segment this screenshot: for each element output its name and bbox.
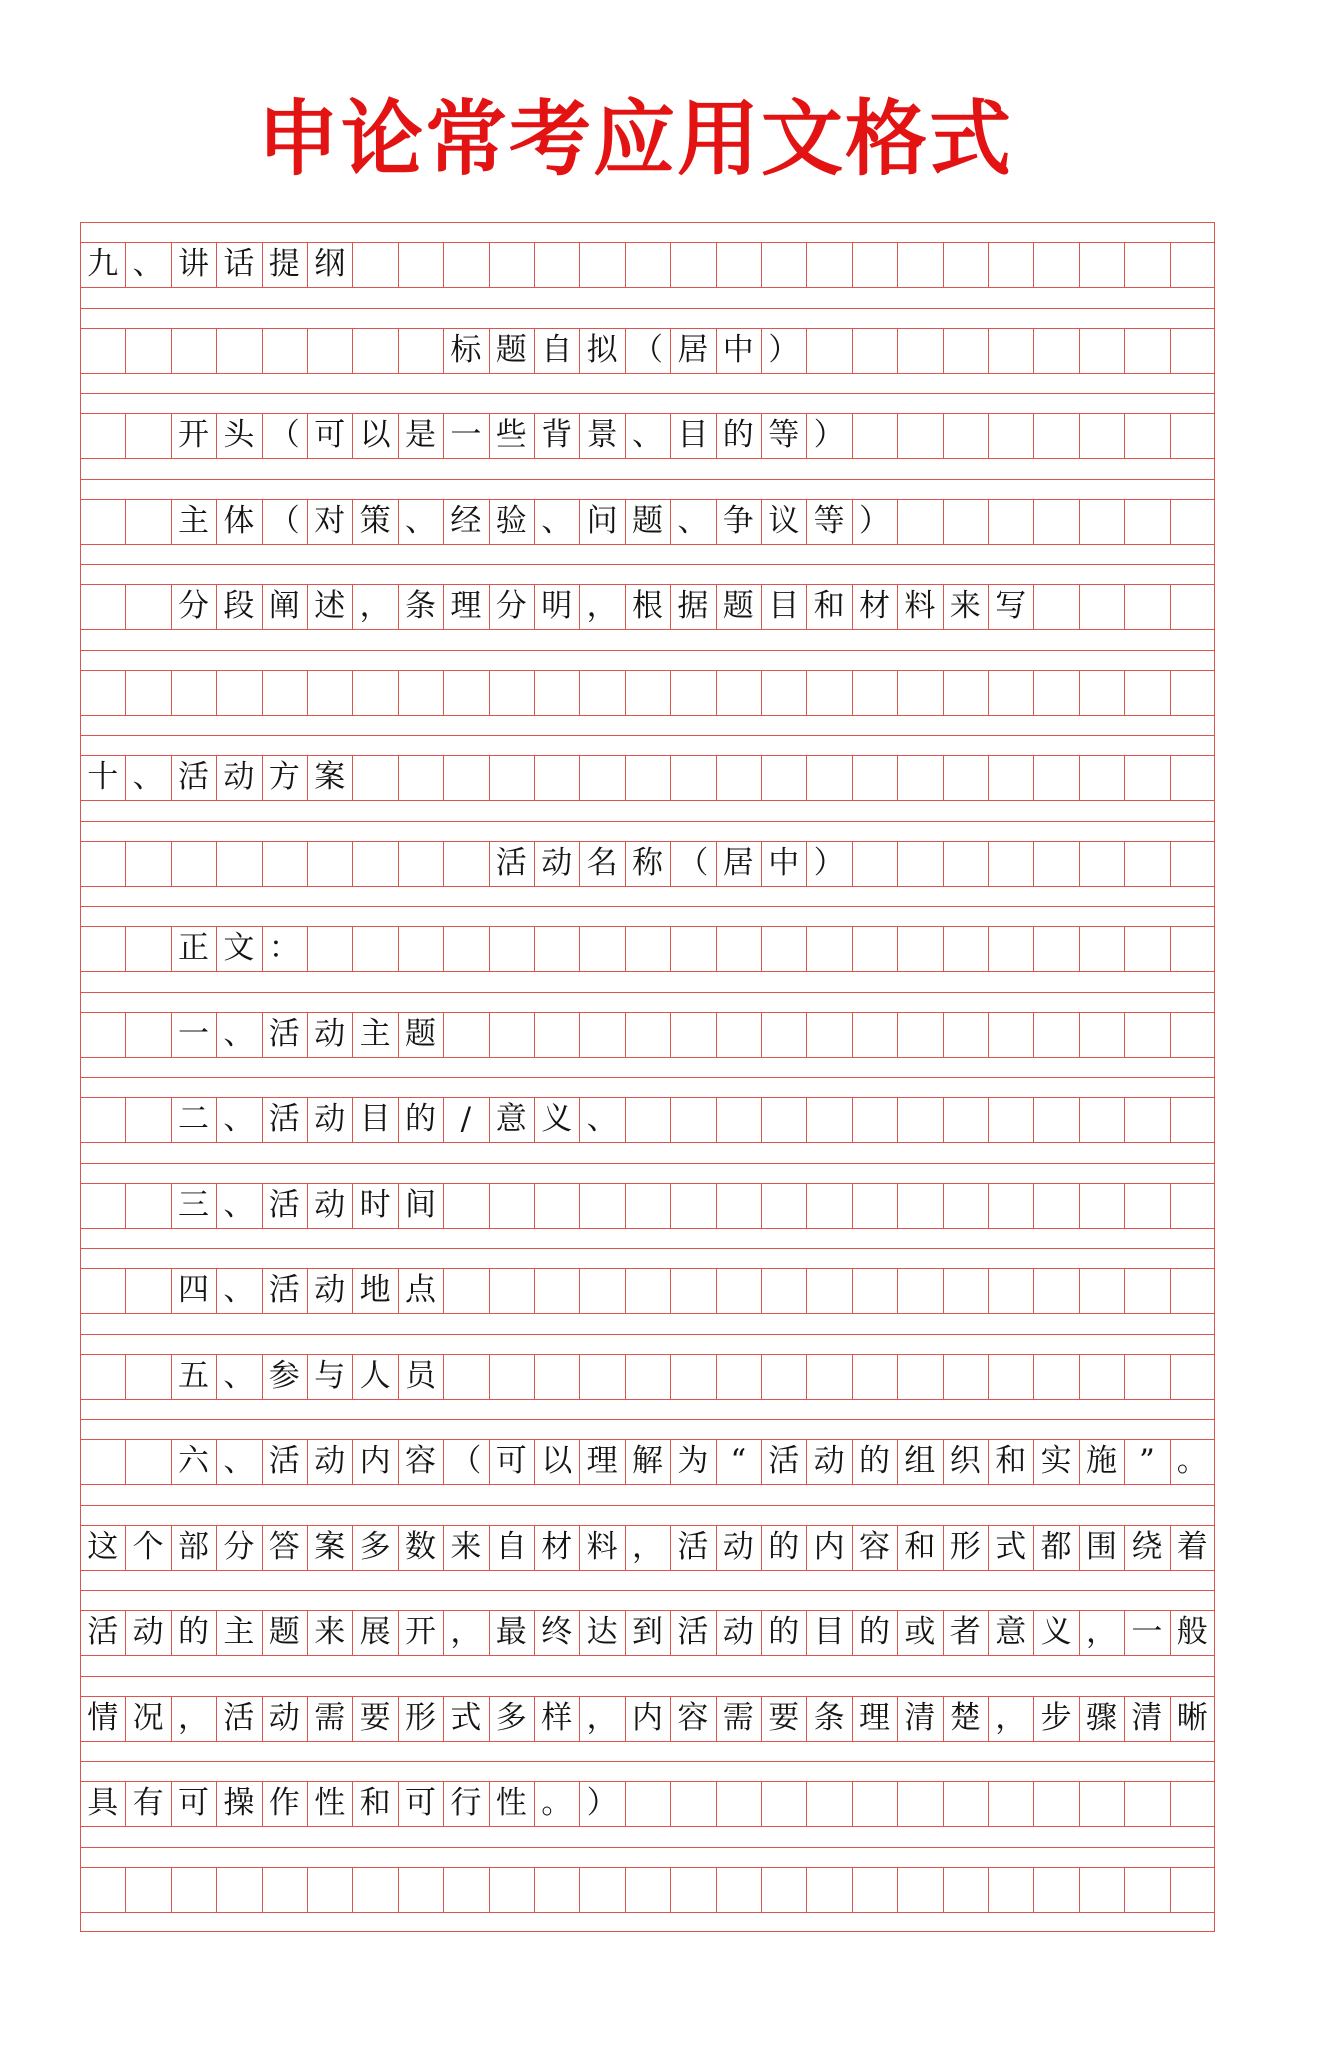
grid-char: ” [1138, 1443, 1155, 1479]
grid-char: 、 [223, 1272, 255, 1308]
grid-char: 阐 [268, 588, 300, 624]
grid-char: 动 [268, 1699, 300, 1736]
grid-char: / [460, 1101, 472, 1137]
grid-char: 着 [1176, 1528, 1208, 1565]
grid-char: 述 [314, 588, 346, 624]
grid-char: 九 [87, 246, 119, 282]
grid-char: 都 [1040, 1528, 1072, 1565]
grid-char: 据 [677, 588, 709, 624]
grid-char: 。 [1176, 1443, 1208, 1479]
grid-char: 十 [87, 759, 119, 795]
grid-char: 段 [223, 588, 255, 624]
grid-char: 目 [768, 588, 800, 624]
grid-char: 一 [1131, 1614, 1163, 1650]
manuscript-grid [80, 222, 1215, 1932]
grid-char: 人 [359, 1357, 391, 1394]
grid-char: 条 [404, 588, 436, 624]
grid-char: 题 [631, 502, 663, 539]
grid-char: 的 [404, 1101, 436, 1137]
page-title: 申论常考应用文格式 [256, 92, 1013, 187]
grid-char: 绕 [1131, 1528, 1163, 1565]
grid-char: 动 [223, 759, 255, 795]
grid-char: （ [631, 331, 663, 368]
grid-char: 以 [359, 417, 391, 453]
grid-char: 步 [1040, 1699, 1072, 1736]
grid-char: 一 [450, 417, 482, 453]
grid-char: 到 [631, 1614, 663, 1650]
grid-char: 分 [223, 1528, 255, 1565]
grid-char: 主 [359, 1015, 391, 1052]
grid-char: 内 [359, 1443, 391, 1479]
grid-char: 容 [404, 1443, 436, 1479]
grid-char: 是 [404, 417, 436, 453]
grid-frame [80, 222, 1215, 1932]
grid-char: 对 [314, 502, 346, 539]
grid-char: 、 [132, 759, 164, 795]
grid-char: 纲 [314, 246, 346, 282]
grid-char: 数 [404, 1528, 436, 1565]
grid-char: 点 [404, 1272, 436, 1308]
grid-char: 达 [586, 1614, 618, 1650]
grid-char: 目 [813, 1614, 845, 1650]
grid-char: 活 [268, 1443, 300, 1479]
grid-char: 形 [404, 1699, 436, 1736]
grid-char: 些 [495, 417, 527, 453]
grid-char: 需 [722, 1699, 754, 1736]
grid-char: 一 [177, 1015, 209, 1052]
grid-char: 目 [359, 1101, 391, 1137]
grid-char: 有 [132, 1785, 164, 1821]
grid-char: 来 [949, 588, 981, 624]
grid-char: 材 [541, 1528, 573, 1565]
grid-char: 可 [404, 1785, 436, 1821]
grid-char: 活 [268, 1015, 300, 1052]
grid-char: 背 [541, 417, 573, 453]
grid-char: 拟 [586, 331, 618, 368]
grid-char: 骤 [1085, 1699, 1117, 1736]
grid-char: ， [631, 1528, 663, 1565]
grid-char: 理 [450, 588, 482, 624]
grid-char: 策 [359, 502, 391, 539]
grid-char: 性 [495, 1785, 527, 1821]
grid-char: 的 [768, 1614, 800, 1650]
grid-char: 主 [223, 1614, 255, 1650]
grid-char: 需 [314, 1699, 346, 1736]
grid-char: 文 [223, 930, 255, 966]
grid-char: 这 [87, 1528, 119, 1565]
grid-char: 个 [132, 1528, 164, 1565]
grid-char: 活 [177, 759, 209, 795]
grid-char: ， [586, 1699, 618, 1736]
grid-char: 正 [177, 930, 209, 966]
grid-char: 、 [404, 502, 436, 539]
grid-char: 题 [404, 1015, 436, 1052]
grid-char: 况 [132, 1699, 164, 1736]
grid-char: 、 [223, 1101, 255, 1137]
grid-char: 料 [586, 1528, 618, 1565]
grid-char: 称 [631, 844, 663, 881]
grid-char: 讲 [177, 246, 209, 282]
grid-char: 和 [904, 1528, 936, 1565]
grid-char: 来 [314, 1614, 346, 1650]
grid-char: 方 [268, 759, 300, 795]
grid-char: 自 [495, 1528, 527, 1565]
grid-char: 分 [495, 588, 527, 624]
grid-char: 开 [404, 1614, 436, 1650]
grid-char: 、 [223, 1443, 255, 1479]
grid-char: 中 [722, 331, 754, 368]
grid-char: 标 [450, 331, 482, 368]
grid-char: ， [995, 1699, 1027, 1736]
grid-char: 多 [495, 1699, 527, 1736]
grid-char: 五 [177, 1357, 209, 1394]
grid-char: 活 [223, 1699, 255, 1736]
grid-char: 活 [268, 1186, 300, 1223]
grid-char: ， [586, 588, 618, 624]
grid-char: 头 [223, 417, 255, 453]
grid-char: 样 [541, 1699, 573, 1736]
grid-char: 地 [359, 1272, 391, 1308]
grid-char: 六 [177, 1443, 209, 1479]
grid-char: 来 [450, 1528, 482, 1565]
grid-char: 终 [541, 1614, 573, 1650]
grid-char: 参 [268, 1357, 300, 1394]
grid-char: 材 [858, 588, 890, 624]
grid-char: 具 [87, 1785, 119, 1821]
grid-char: 动 [722, 1528, 754, 1565]
grid-char: 根 [631, 588, 663, 624]
grid-char: 活 [268, 1101, 300, 1137]
grid-char: 实 [1040, 1443, 1072, 1479]
grid-char: 组 [904, 1443, 936, 1479]
grid-char: 题 [495, 331, 527, 368]
grid-char: “ [730, 1443, 747, 1479]
grid-char: （ [268, 502, 300, 539]
grid-char: （ [268, 417, 300, 453]
grid-char: 意 [495, 1101, 527, 1137]
grid-char: （ [677, 844, 709, 881]
grid-char: 动 [132, 1614, 164, 1650]
grid-char: 时 [359, 1186, 391, 1223]
grid-char: 动 [813, 1443, 845, 1479]
grid-char: 动 [314, 1101, 346, 1137]
grid-char: ： [268, 930, 300, 966]
grid-char: 的 [768, 1528, 800, 1565]
grid-char: 情 [87, 1699, 119, 1736]
grid-char: ） [813, 844, 845, 881]
grid-char: 可 [177, 1785, 209, 1821]
grid-char: 员 [404, 1357, 436, 1394]
grid-char: 操 [223, 1785, 255, 1821]
grid-char: 晰 [1176, 1699, 1208, 1736]
grid-char: 义 [1040, 1614, 1072, 1650]
grid-char: 与 [314, 1357, 346, 1394]
grid-char: 居 [722, 844, 754, 881]
grid-char: 议 [768, 502, 800, 539]
grid-char: 案 [314, 1528, 346, 1565]
grid-char: （ [450, 1443, 482, 1479]
grid-char: 活 [87, 1614, 119, 1650]
grid-char: ， [1085, 1614, 1117, 1650]
grid-char: 动 [314, 1015, 346, 1052]
grid-char: 验 [495, 502, 527, 539]
grid-char: 、 [223, 1186, 255, 1223]
grid-char: 明 [541, 588, 573, 624]
grid-char: 或 [904, 1614, 936, 1650]
grid-char: 织 [949, 1443, 981, 1479]
grid-char: 间 [404, 1186, 436, 1223]
grid-char: 理 [858, 1699, 890, 1736]
grid-char: 条 [813, 1699, 845, 1736]
grid-char: 展 [359, 1614, 391, 1650]
grid-char: 、 [223, 1357, 255, 1394]
grid-char: 理 [586, 1443, 618, 1479]
grid-char: 行 [450, 1785, 482, 1821]
grid-char: 主 [177, 502, 209, 539]
grid-char: ） [586, 1785, 618, 1821]
grid-char: 中 [768, 844, 800, 881]
grid-char: 为 [677, 1443, 709, 1479]
grid-char: 经 [450, 502, 482, 539]
grid-char: 体 [223, 502, 255, 539]
grid-char: 式 [450, 1699, 482, 1736]
grid-char: 题 [722, 588, 754, 624]
grid-char: 写 [995, 588, 1027, 624]
grid-char: 活 [677, 1614, 709, 1650]
grid-char: 性 [314, 1785, 346, 1821]
grid-char: 内 [813, 1528, 845, 1565]
grid-char: 四 [177, 1272, 209, 1308]
grid-char: 题 [268, 1614, 300, 1650]
grid-char: 般 [1176, 1614, 1208, 1650]
grid-char: ， [359, 588, 391, 624]
grid-char: 动 [314, 1186, 346, 1223]
grid-char: 容 [677, 1699, 709, 1736]
grid-char: 答 [268, 1528, 300, 1565]
grid-char: 居 [677, 331, 709, 368]
grid-char: 围 [1085, 1528, 1117, 1565]
grid-char: 清 [904, 1699, 936, 1736]
grid-char: 活 [677, 1528, 709, 1565]
grid-char: 式 [995, 1528, 1027, 1565]
grid-char: 等 [813, 502, 845, 539]
grid-char: ） [768, 331, 800, 368]
grid-char: 以 [541, 1443, 573, 1479]
grid-char: 和 [359, 1785, 391, 1821]
grid-char: 动 [722, 1614, 754, 1650]
grid-char: ， [450, 1614, 482, 1650]
grid-char: 可 [314, 417, 346, 453]
grid-char: 分 [177, 588, 209, 624]
grid-char: 自 [541, 331, 573, 368]
grid-char: 多 [359, 1528, 391, 1565]
grid-char: 、 [586, 1101, 618, 1137]
grid-char: 三 [177, 1186, 209, 1223]
grid-char: 活 [495, 844, 527, 881]
grid-char: 作 [268, 1785, 300, 1821]
grid-char: 部 [177, 1528, 209, 1565]
grid-char: 、 [631, 417, 663, 453]
grid-char: 形 [949, 1528, 981, 1565]
grid-char: 、 [132, 246, 164, 282]
grid-char: 的 [858, 1614, 890, 1650]
grid-char: 话 [223, 246, 255, 282]
grid-char: 二 [177, 1101, 209, 1137]
grid-char: 景 [586, 417, 618, 453]
grid-char: 可 [495, 1443, 527, 1479]
grid-char: 和 [995, 1443, 1027, 1479]
grid-char: 者 [949, 1614, 981, 1650]
grid-char: 活 [268, 1272, 300, 1308]
grid-char: 争 [722, 502, 754, 539]
grid-char: 意 [995, 1614, 1027, 1650]
grid-char: 和 [813, 588, 845, 624]
grid-char: 的 [722, 417, 754, 453]
grid-char: 内 [631, 1699, 663, 1736]
grid-char: 动 [541, 844, 573, 881]
grid-char: 、 [541, 502, 573, 539]
grid-char: 动 [314, 1272, 346, 1308]
grid-char: 义 [541, 1101, 573, 1137]
grid-char: 动 [314, 1443, 346, 1479]
grid-char: 最 [495, 1614, 527, 1650]
grid-char: 。 [541, 1785, 573, 1821]
grid-char: 名 [586, 844, 618, 881]
grid-char: 问 [586, 502, 618, 539]
grid-char: 要 [359, 1699, 391, 1736]
grid-char: 解 [631, 1443, 663, 1479]
grid-char: 要 [768, 1699, 800, 1736]
grid-char: 开 [177, 417, 209, 453]
grid-char: 、 [223, 1015, 255, 1052]
grid-char: 案 [314, 759, 346, 795]
grid-char: 活 [768, 1443, 800, 1479]
grid-char: 提 [268, 246, 300, 282]
grid-char: ） [813, 417, 845, 453]
grid-char: ） [858, 502, 890, 539]
grid-char: 目 [677, 417, 709, 453]
grid-char: 施 [1085, 1443, 1117, 1479]
grid-char: ， [177, 1699, 209, 1736]
grid-char: 清 [1131, 1699, 1163, 1736]
grid-char: 等 [768, 417, 800, 453]
grid-char: 楚 [949, 1699, 981, 1736]
grid-char: 容 [858, 1528, 890, 1565]
grid-char: 的 [177, 1614, 209, 1650]
grid-char: 料 [904, 588, 936, 624]
grid-char: 的 [858, 1443, 890, 1479]
grid-char: 、 [677, 502, 709, 539]
